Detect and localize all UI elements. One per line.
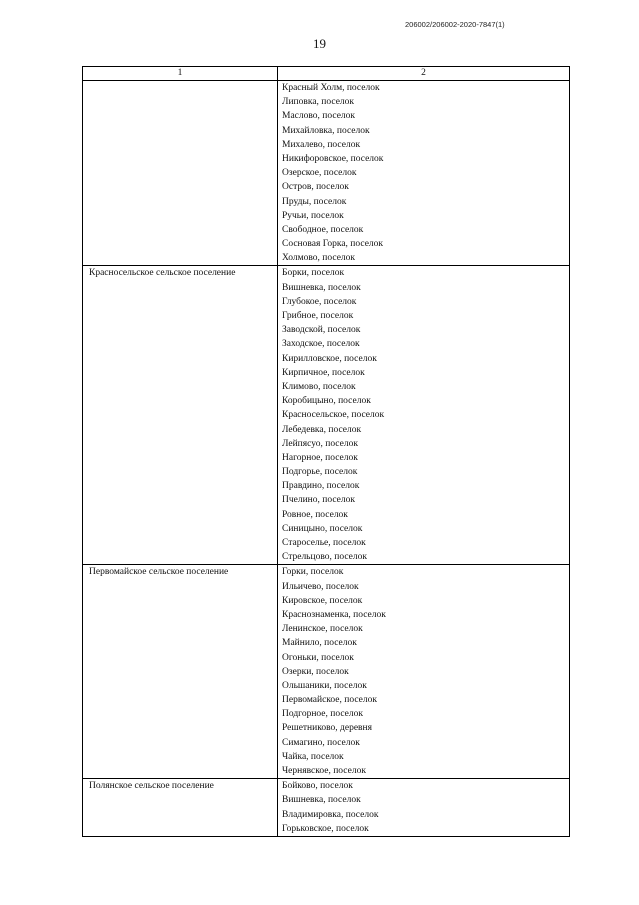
table-row (83, 565, 569, 779)
localities-cell (278, 266, 569, 564)
locality-item: Пчелино, поселок (282, 495, 355, 506)
localities-cell (278, 81, 569, 265)
settlements-table (82, 66, 570, 837)
locality-item: Стрельцово, поселок (282, 552, 367, 563)
locality-item: Кирпичное, поселок (282, 367, 365, 378)
locality-item: Заводской, поселок (282, 325, 361, 336)
locality-item: Маслово, поселок (282, 111, 356, 122)
locality-item: Решетниково, деревня (282, 723, 372, 734)
locality-item: Заходское, поселок (282, 339, 360, 350)
locality-item: Вишневка, поселок (282, 795, 361, 806)
locality-item: Борки, поселок (282, 268, 345, 279)
locality-item: Бойково, поселок (282, 781, 353, 792)
locality-item: Кирилловское, поселок (282, 353, 377, 364)
locality-item: Пруды, поселок (282, 196, 347, 207)
locality-item: Красный Холм, поселок (282, 83, 380, 93)
locality-item: Грибное, поселок (282, 311, 354, 321)
locality-item: Свободное, поселок (282, 224, 364, 235)
table-row (83, 81, 569, 266)
document-id: 206002/206002-2020-7847(1) (405, 20, 505, 29)
locality-item: Вишневка, поселок (282, 282, 361, 293)
locality-item: Синицыно, поселок (282, 523, 363, 534)
locality-item: Подгорье, поселок (282, 467, 358, 478)
locality-item: Ольшаники, поселок (282, 680, 367, 691)
locality-item: Ручьи, поселок (282, 210, 344, 221)
locality-item: Липовка, поселок (282, 97, 355, 108)
locality-item: Правдино, поселок (282, 481, 360, 492)
locality-item: Никифоровское, поселок (282, 153, 384, 164)
locality-item: Староселье, поселок (282, 538, 366, 548)
locality-item: Чайка, поселок (282, 751, 344, 762)
locality-item: Озерское, поселок (282, 168, 357, 179)
settlement-name-cell (83, 81, 278, 265)
locality-item: Глубокое, поселок (282, 296, 357, 307)
locality-item: Первомайское, поселок (282, 695, 377, 706)
locality-item: Михайловка, поселок (282, 125, 370, 136)
settlement-name-cell: Полянское сельское поселение (83, 779, 278, 836)
settlement-name-cell: Первомайское сельское поселение (83, 565, 278, 778)
localities-cell (278, 565, 569, 778)
table-row (83, 779, 569, 836)
locality-item: Озерки, поселок (282, 666, 349, 677)
locality-item: Нагорное, поселок (282, 452, 358, 463)
locality-item: Кировское, поселок (282, 595, 363, 606)
locality-item: Лебедевка, поселок (282, 424, 362, 435)
table-row (83, 266, 569, 565)
locality-item: Огоньки, поселок (282, 652, 354, 663)
settlement-name-cell: Красносельское сельское поселение (83, 266, 278, 564)
locality-item: Подгорное, поселок (282, 709, 363, 720)
locality-item: Владимировка, поселок (282, 809, 379, 820)
locality-item: Ильичево, поселок (282, 581, 359, 592)
locality-item: Горки, поселок (282, 567, 344, 578)
locality-item: Майнило, поселок (282, 638, 357, 649)
locality-item: Чернявское, поселок (282, 766, 366, 776)
locality-item: Красносельское, поселок (282, 410, 385, 421)
localities-cell (278, 779, 569, 836)
locality-item: Остров, поселок (282, 182, 349, 193)
locality-item: Коробицыно, поселок (282, 396, 371, 407)
locality-item: Холмово, поселок (282, 253, 356, 264)
table-body (83, 81, 569, 836)
locality-item: Симагино, поселок (282, 737, 360, 748)
locality-item: Ровное, поселок (282, 509, 348, 520)
locality-item: Михалево, поселок (282, 139, 361, 150)
locality-item: Ленинское, поселок (282, 624, 363, 635)
column-header-1: 1 (83, 67, 278, 80)
locality-item: Горьковское, поселок (282, 823, 369, 834)
locality-item: Климово, поселок (282, 381, 356, 392)
locality-item: Краснознаменка, поселок (282, 609, 386, 620)
locality-item: Сосновая Горка, поселок (282, 239, 384, 250)
locality-item: Лейпясуо, поселок (282, 438, 358, 449)
table-header-row (83, 67, 569, 81)
column-header-2: 2 (421, 68, 426, 78)
page-number: 19 (313, 36, 326, 51)
